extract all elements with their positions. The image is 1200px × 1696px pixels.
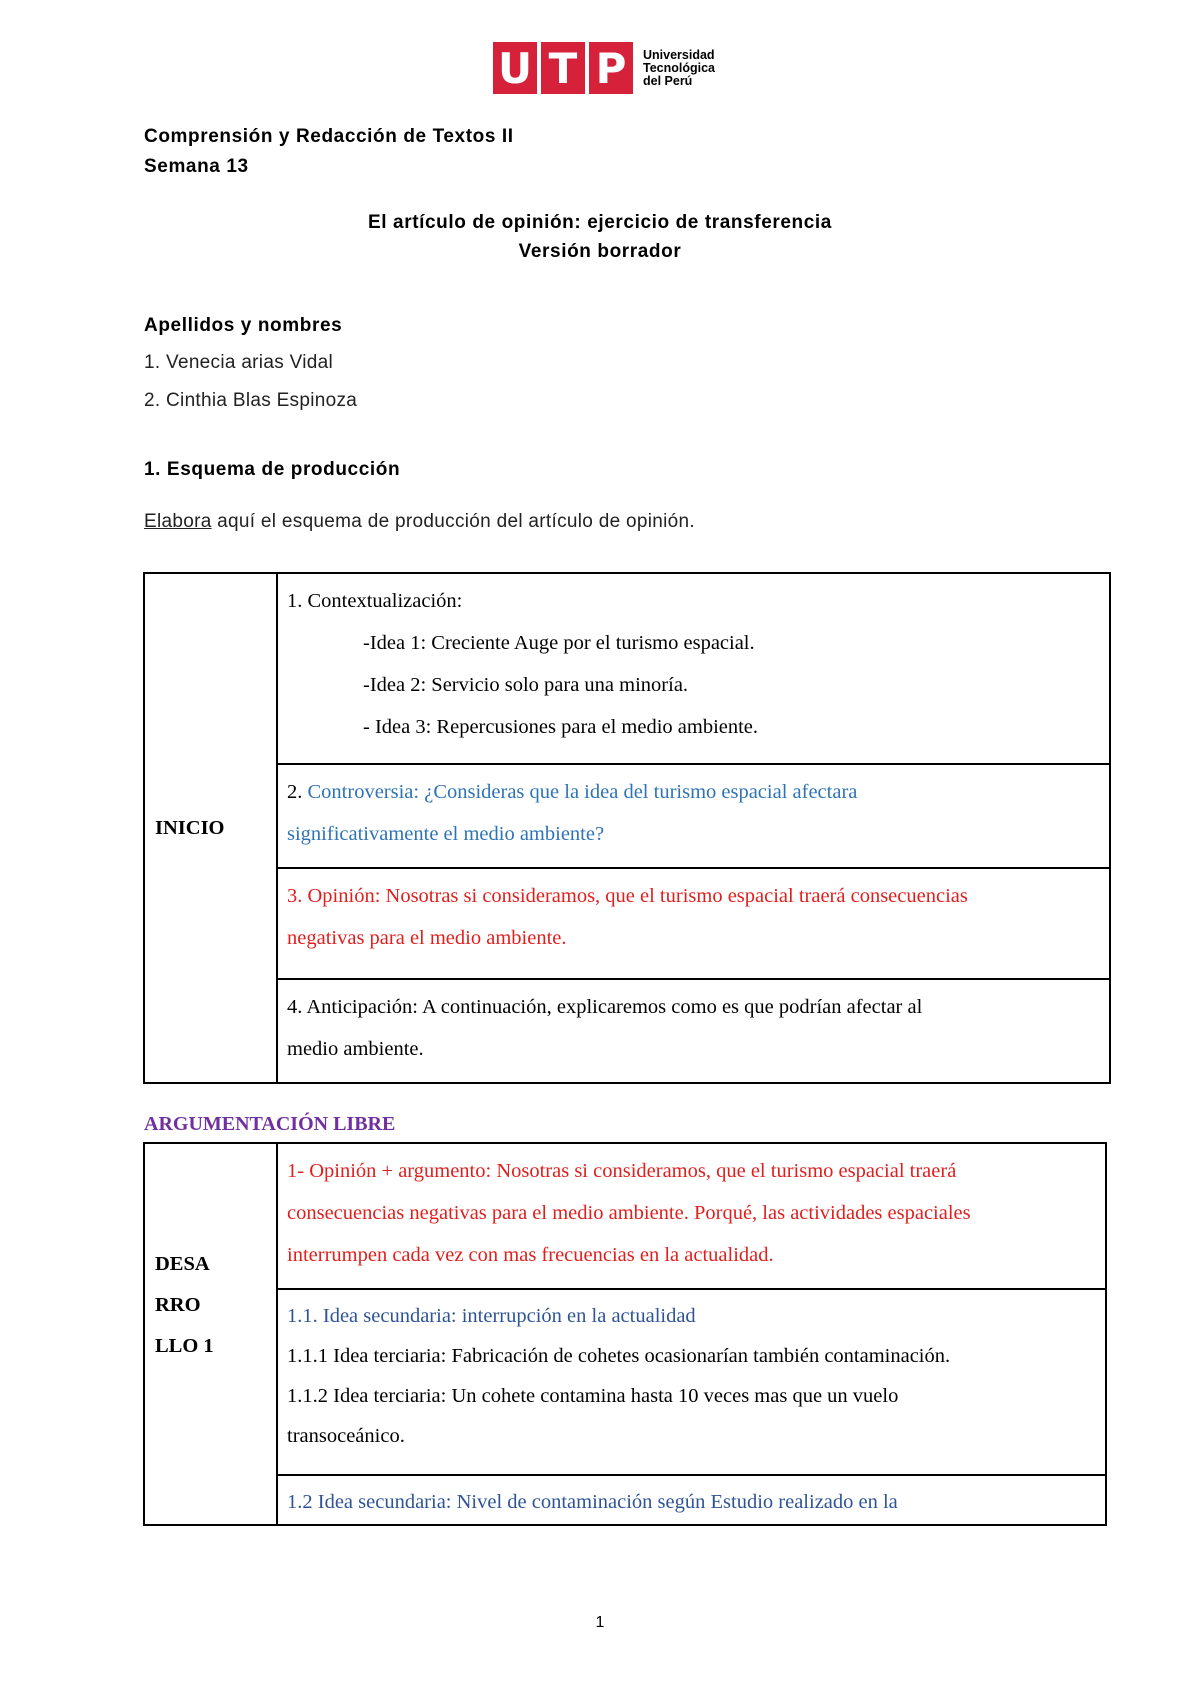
context-title: 1. Contextualización: [287, 590, 463, 612]
secondary-idea-title: 1.1. Idea secundaria: interrupción en la actualidad [287, 1305, 696, 1327]
author-item: 2. Cinthia Blas Espinoza [144, 390, 358, 411]
page-number: 1 [595, 1614, 605, 1631]
tertiary-idea: 1.1.2 Idea terciaria: Un cohete contamina hasta 10 veces mas que un vuelo [287, 1385, 899, 1407]
context-cell [277, 573, 1110, 764]
argument-text-cont: interrumpen cada vez con mas frecuencias en la actualidad. [287, 1244, 774, 1266]
desarrollo-label [144, 1143, 277, 1525]
logo-letter-p: P [595, 43, 627, 93]
controversy-cell [277, 764, 1110, 868]
author-item: 1. Venecia arias Vidal [144, 352, 333, 373]
argument-cell [277, 1143, 1106, 1289]
argument-text-cont: consecuencias negativas para el medio ambiente. Porqué, las actividades espaciales [287, 1202, 971, 1224]
opinion-text-cont: negativas para el medio ambiente. [287, 927, 567, 949]
logo-line-3: del Perú [643, 73, 693, 88]
logo-letter-u: U [497, 43, 533, 93]
secondary-idea-title: 1.2 Idea secundaria: Nivel de contaminación según Estudio realizado en la [287, 1491, 898, 1513]
secondary-idea-cell [277, 1475, 1106, 1525]
argument-text: 1- Opinión + argumento: Nosotras si consideramos, que el turismo espacial traerá [287, 1160, 957, 1182]
document-subtitle: Versión borrador [518, 241, 682, 262]
desarrollo-label-line: DESA [155, 1253, 210, 1275]
logo-line-2: Tecnológica [643, 60, 716, 75]
secondary-idea-cell [277, 1289, 1106, 1475]
desarrollo-label-line: LLO 1 [155, 1335, 214, 1357]
course-title: Comprensión y Redacción de Textos II [144, 126, 514, 147]
utp-logo-mark [493, 42, 633, 94]
tertiary-idea: 1.1.1 Idea terciaria: Fabricación de cohetes ocasionarían también contaminación. [287, 1345, 951, 1367]
instruction-link: Elabora [144, 511, 212, 532]
logo-line-1: Universidad [643, 47, 715, 62]
argumentation-heading: ARGUMENTACIÓN LIBRE [144, 1113, 396, 1135]
controversy-number: 2. [287, 781, 308, 803]
utp-logo [493, 42, 715, 94]
opinion-text: 3. Opinión: Nosotras si consideramos, que el turismo espacial traerá consecuencias [287, 885, 968, 907]
idea-item: -Idea 1: Creciente Auge por el turismo espacial. [363, 632, 755, 654]
desarrollo-table [143, 1142, 1107, 1526]
opinion-cell [277, 868, 1110, 979]
anticipation-text: 4. Anticipación: A continuación, explicaremos como es que podrían afectar al [287, 996, 923, 1018]
anticipation-text-cont: medio ambiente. [287, 1038, 424, 1060]
inicio-label: INICIO [144, 573, 277, 1083]
inicio-table [143, 572, 1111, 1084]
controversy-text-cont: significativamente el medio ambiente? [287, 823, 605, 845]
authors-label: Apellidos y nombres [144, 315, 343, 336]
idea-item: - Idea 3: Repercusiones para el medio ambiente. [363, 716, 759, 738]
utp-logo-text [643, 49, 715, 88]
idea-item: -Idea 2: Servicio solo para una minoría. [363, 674, 689, 696]
desarrollo-label-line: RRO [155, 1294, 201, 1316]
anticipation-cell [277, 979, 1110, 1083]
section-heading: 1. Esquema de producción [144, 459, 401, 480]
controversy-text: Controversia: ¿Consideras que la idea del turismo espacial afectara [307, 781, 858, 803]
logo-letter-t: T [548, 43, 578, 93]
document-title: El artículo de opinión: ejercicio de transferencia [368, 212, 832, 233]
section-instruction [144, 511, 695, 533]
tertiary-idea-cont: transoceánico. [287, 1425, 405, 1447]
instruction-text: aquí el esquema de producción del artículo de opinión. [211, 511, 695, 532]
week-label: Semana 13 [144, 156, 249, 177]
